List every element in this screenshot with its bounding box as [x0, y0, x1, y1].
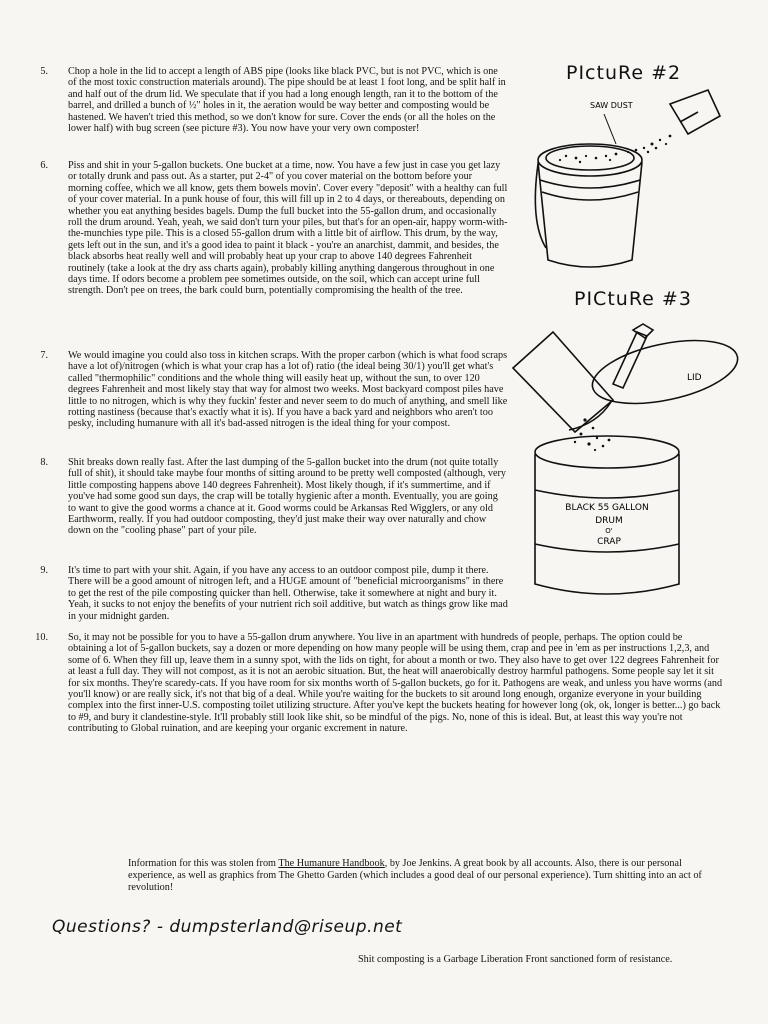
resistance-tagline: Shit composting is a Garbage Liberation Front sanctioned form of resistance. — [358, 954, 673, 965]
abs-pipe — [613, 332, 647, 388]
step-number: 5. — [40, 66, 48, 77]
step-text: We would imagine you could also toss in kitchen scraps. With the proper carbon (which is what food scraps have a lot of)/nitrogen (which is what your crap has a lot of) ratio (the ideal being 30/1) you'll get what's called "thermophilic" conditions and the whole thing will easily heat up, without the sun, to over 120 degrees Fahrenheit and most likely stay that way for almost two weeks. Most backyard compost piles have little to no nitrogen, which is why they fuckin' fester and never seem to do much of anything, and smell like rotting nastiness (because that's exactly what it is). If you have a back yard and neighbors who aren't too pesky, including humanure with all it's bad-assed nitrogen is the ideal thing for your compost. — [68, 350, 508, 430]
drum-rib-1 — [535, 490, 679, 498]
sawdust-bag — [670, 90, 720, 134]
drum-label-line-4: CRAP — [597, 537, 621, 547]
credits-pre: Information for this was stolen from — [128, 858, 279, 869]
bag-fold — [680, 112, 698, 122]
questions-contact: Questions? - dumpsterland@riseup.net — [52, 917, 403, 937]
step-text: Chop a hole in the lid to accept a length of ABS pipe (looks like black PVC, but is not PVC, which is one of the most toxic construction materials around). The pipe should be at least 1 foot long, and be split half in and half out of the drum lid. We speculate that if you had a long enough length, ran it to the bottom of the barrel, and drilled a bunch of ½" holes in it, the aeration would be way better and composting would be hastened. We haven't tried this method, so we don't know for sure. Cover the ends (or all the holes on the lower half) with bug screen (see picture #3). You now have your very own composter! — [68, 66, 506, 135]
picture-2-illustration — [520, 82, 730, 282]
picture-3-title: PICtuRe #3 — [574, 288, 692, 310]
step-number: 7. — [40, 350, 48, 361]
bucket-band-2 — [542, 192, 638, 200]
bucket-inner-rim — [546, 146, 634, 170]
sawdust-label: SAW DUST — [590, 101, 633, 110]
bucket-band — [540, 180, 640, 188]
picture-2-title: PIctuRe #2 — [566, 62, 682, 84]
book-title: The Humanure Handbook — [278, 858, 385, 869]
poured-contents — [574, 418, 611, 451]
drum-label-line-2: DRUM — [595, 516, 623, 526]
drum-label-line-3: O' — [605, 527, 613, 535]
step-number: 9. — [40, 565, 48, 576]
bucket-body — [538, 162, 642, 267]
step-number: 8. — [40, 457, 48, 468]
step-text: It's time to part with your shit. Again, if you have any access to an outdoor compost pile, dump it there. There will be a good amount of nitrogen left, and a HUGE amount of "beneficial microorganisms" in there to get the rest of the pile composting quicker than hell. Otherwise, take it somewhere at night and bury it. Yeah, it sucks to not enjoy the benefits of your nutrient rich soil additive, but watch as things grow like mad in your midnight garden. — [68, 565, 508, 622]
step-number: 10. — [35, 632, 48, 643]
credits-note — [128, 858, 728, 894]
drum-top — [535, 436, 679, 468]
bucket-rim — [538, 144, 642, 176]
credits-post: , by Joe Jenkins. A great book by all accounts. Also, there is our personal experience, as well as graphics from The Ghetto Garden (which includes a good deal of our personal experience). Turn shitting into an act of revolution! — [128, 858, 702, 893]
step-number: 6. — [40, 160, 48, 171]
bucket-handle — [535, 164, 546, 248]
step-text: Piss and shit in your 5-gallon buckets. One bucket at a time, now. You have a few just in case you get lazy or totally drunk and pass out. As a starter, put 2-4" of you cover material on the bottom before your morning coffee, which we all know, gets them bowels movin'. Cover every "deposit" with a healthy can full of your cover material. In a punk house of four, this will fill up in 2 to 4 days, or thereabouts, depending on whether you eat anything besides bagels. Dump the full bucket into the 55-gallon drum, and occasionally roll the drum around. Yeah, yeah, we said don't turn your piles, but that's for an open-air, happy worm-with-the-munchies type pile. This is a closed 55-gallon drum with a little bit of airflow. This drum, by the way, gets left out in the sun, and it's a good idea to paint it black - you're an anarchist, dammit, and besides, the black absorbs heat really well and will probably heat up your crap to above 140 degrees Fahrenheit routinely (take a look at the dry ass charts again), probably killing anything dangerous throughout in one days time. If odors become a problem pee sometimes outside, on the soil, which can accept urine full strength. Don't pee on trees, the bark could burn, potentially compromising the health of the tree. — [68, 160, 508, 297]
picture-3-illustration — [505, 312, 745, 612]
drum-label-line-1: BLACK 55 GALLON — [565, 503, 649, 513]
step-text: Shit breaks down really fast. After the last dumping of the 5-gallon bucket into the drum (not quite totally full of shit), it should take maybe four months of sitting around to be pretty well composted (although, very little composting happens above 140 degrees Fahrenheit). Most likely though, if it's summertime, and if you've had some good sun days, the crap will be totally hygienic after a month. Eventually, you are going to want to give the good worms a chance at it. Good worms could be Arkansas Red Wigglers, or any old Earthworm, really. If you had outdoor composting, they'd just make their way over naturally and chow down on the "cooling phase" part of your pile. — [68, 457, 506, 537]
step-text: So, it may not be possible for you to have a 55-gallon drum anywhere. You live in an apartment with hundreds of people, perhaps. The option could be obtaining a lot of 5-gallon buckets, say a dozen or more depending on how many people will be using them, crap and pee in 'em as per instructions 1,2,3, and some of 6. When they fill up, leave them in a sunny spot, with the lids on tight, for about a month or two. They also have to get over 122 degrees Fahrenheit for at least a full day. They will not compost, as it is not an aerobic situation. But, the heat will anaerobically destroy harmful pathogens. Some people say let it sit for six months. They're scaredy-cats. If you have room for six months worth of 5-gallon buckets, go for it. Pathogens are weak, and unless you have worms (and you'll know) or are really sick, it's not that big of a deal. While you're waiting for the buckets to sit around long enough, organize everyone in your building complex into the first inner-U.S. composting toilet utilizing structure. After you've kept the buckets heating for however long (ok, ok, longer is better...) go back to #9, and bury it clandestine-style. It'll probably still look like shit, so be mindful of the pigs. No, none of this is ideal. But, at least this way you're not contributing to Global ruination, and are keeping your organic excrement in nature. — [68, 632, 723, 735]
lid-label: LID — [687, 373, 702, 383]
